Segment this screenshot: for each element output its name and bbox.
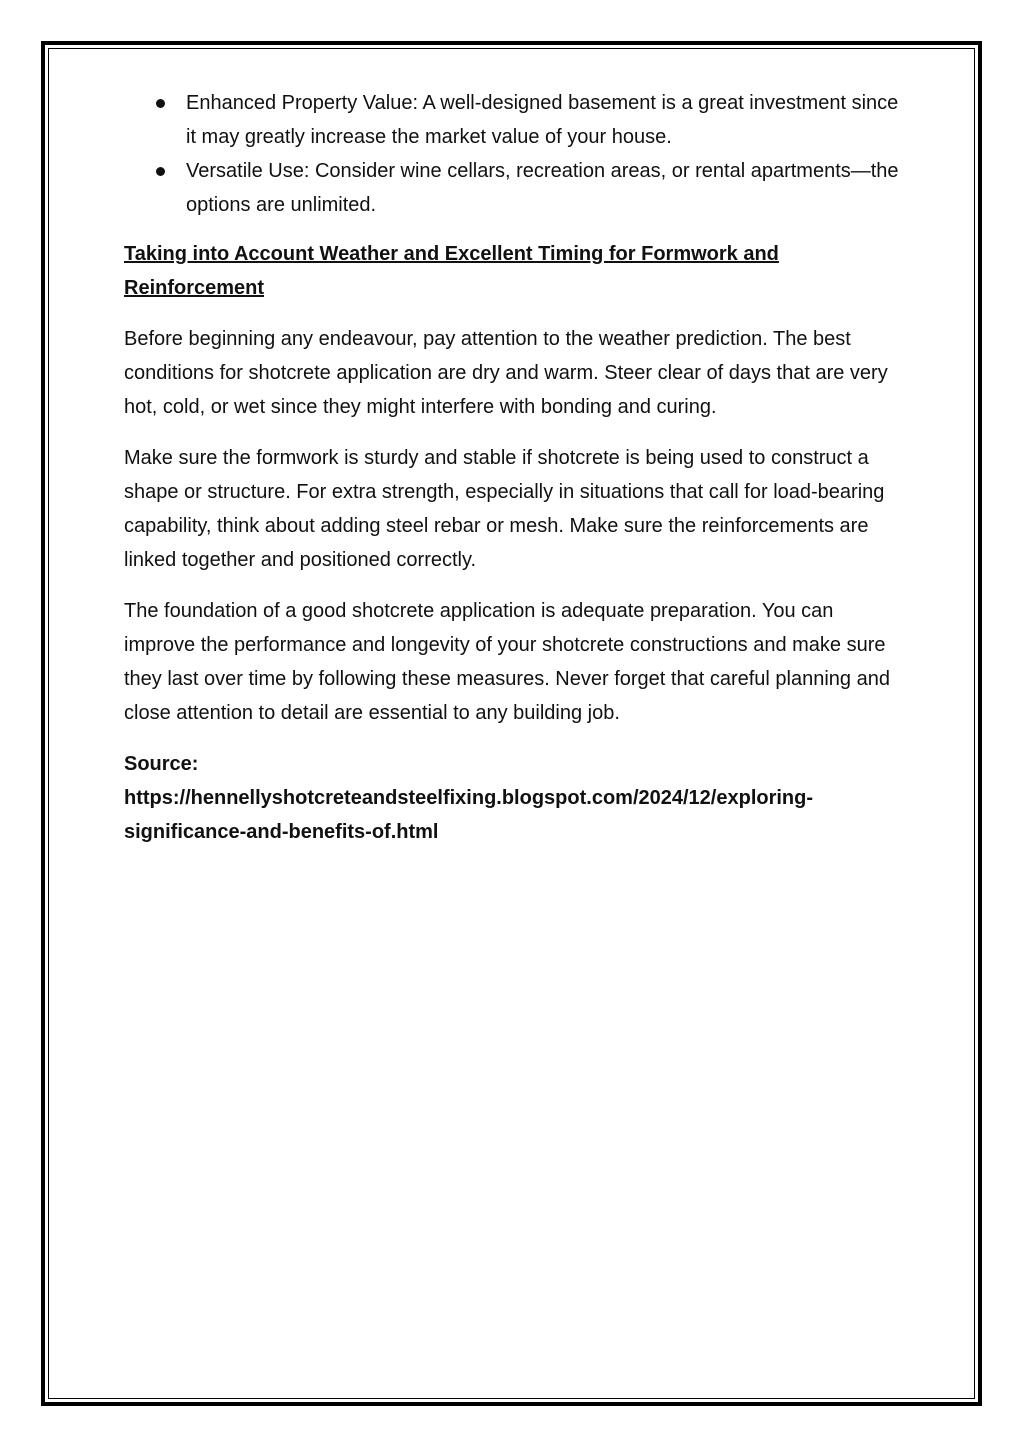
section-heading: Taking into Account Weather and Excellent Timing for Formwork and Reinforcement [124,243,779,299]
source-label: Source: [124,753,199,775]
list-item [124,154,904,222]
source-url-line2[interactable]: significance-and-benefits-of.html [124,821,439,843]
document-content [124,86,904,849]
source-url-line1[interactable]: https://hennellyshotcreteandsteelfixing.blogspot.com/2024/12/exploring- [124,787,814,809]
paragraph-weather: Before beginning any endeavour, pay attention to the weather prediction. The best conditions for shotcrete application are dry and warm. Steer clear of days that are very hot, cold, or wet since they might interfere with bonding and curing. [124,328,888,418]
benefits-list [124,86,904,222]
list-item-text: Versatile Use: Consider wine cellars, recreation areas, or rental apartments—the options are unlimited. [186,160,899,216]
list-item-text: Enhanced Property Value: A well-designed basement is a great investment since it may greatly increase the market value of your house. [186,92,899,148]
bullet-icon [156,99,165,108]
list-item [124,86,904,154]
paragraph-preparation: The foundation of a good shotcrete application is adequate preparation. You can improve the performance and longevity of your shotcrete constructions and make sure they last over time by following these measures. Never forget that careful planning and close attention to detail are essential to any building job. [124,600,890,724]
source-block [124,747,904,849]
bullet-icon [156,167,165,176]
paragraph-formwork: Make sure the formwork is sturdy and stable if shotcrete is being used to construct a shape or structure. For extra strength, especially in situations that call for load-bearing capability, think about adding steel rebar or mesh. Make sure the reinforcements are linked together and positioned correctly. [124,447,885,571]
